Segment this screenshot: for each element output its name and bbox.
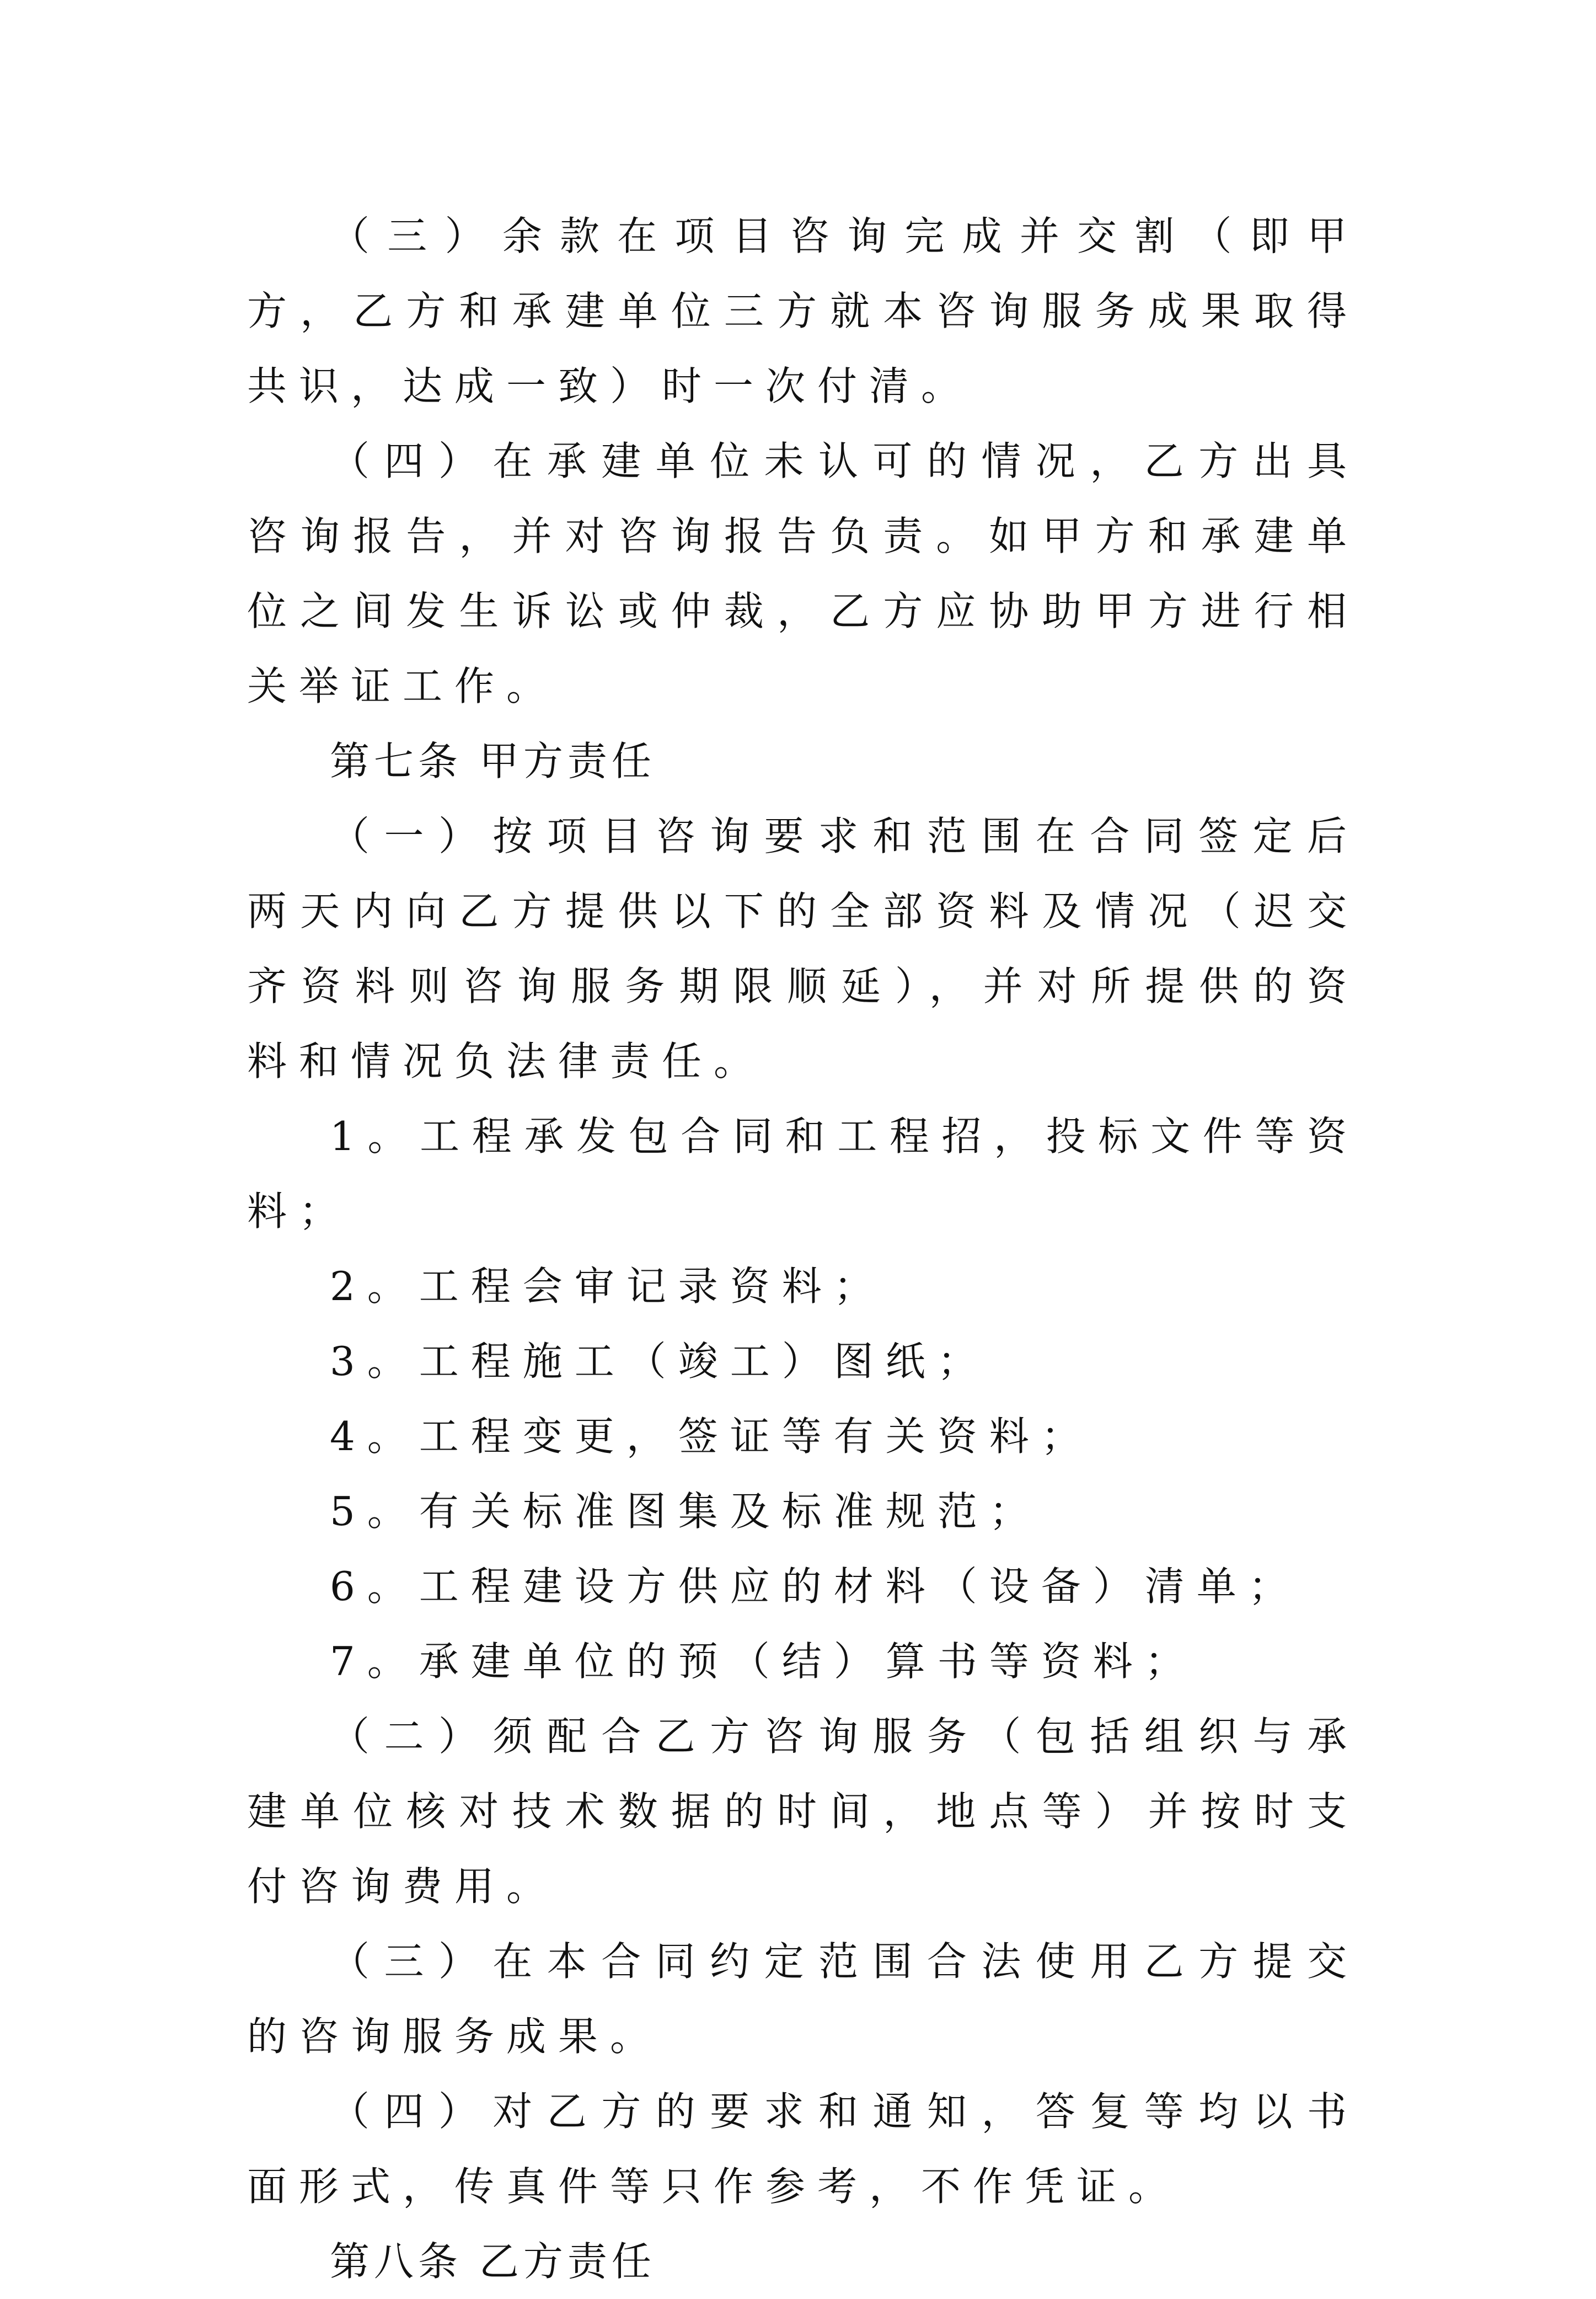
paragraph-consulting-report: （四）在承建单位未认可的情况，乙方出具咨询报告，并对咨询报告负责。如甲方和承建单位之间发生诉讼或仲裁，乙方应协助甲方进行相关举证工作。 [247,438,1359,709]
list-item-6: 6。工程建设方供应的材料（设备）清单； [330,1563,1300,1610]
paragraph-cooperate-and-pay: （二）须配合乙方咨询服务（包括组织与承建单位核对技术数据的时间，地点等）并按时支付咨询费用。 [247,1713,1359,1910]
list-item-3: 3。工程施工（竣工）图纸； [330,1338,989,1384]
paragraph-lawful-use: （三）在本合同约定范围合法使用乙方提交的咨询服务成果。 [247,1938,1359,2060]
list-item-2: 2。工程会审记录资料； [330,1263,886,1309]
list-item-7: 7。承建单位的预（结）算书等资料； [330,1638,1197,1685]
list-item-5: 5。有关标准图集及标准规范； [330,1488,1041,1535]
list-item-4: 4。工程变更，签证等有关资料； [330,1413,1093,1459]
article-7-heading: 第七条 甲方责任 [330,738,656,784]
paragraph-payment-balance: （三）余款在项目咨询完成并交割（即甲方，乙方和承建单位三方就本咨询服务成果取得共识，达成一致）时一次付清。 [247,213,1359,409]
list-item-1: 1。工程承发包合同和工程招，投标文件等资料； [247,1113,1359,1234]
paragraph-written-form: （四）对乙方的要求和通知，答复等均以书面形式，传真件等只作参考，不作凭证。 [247,2088,1359,2210]
article-8-heading: 第八条 乙方责任 [330,2238,656,2285]
paragraph-party-a-provide-materials: （一）按项目咨询要求和范围在合同签定后两天内向乙方提供以下的全部资料及情况（迟交齐资料则咨询服务期限顺延），并对所提供的资料和情况负法律责任。 [247,813,1359,1084]
document-body [247,199,1359,2299]
